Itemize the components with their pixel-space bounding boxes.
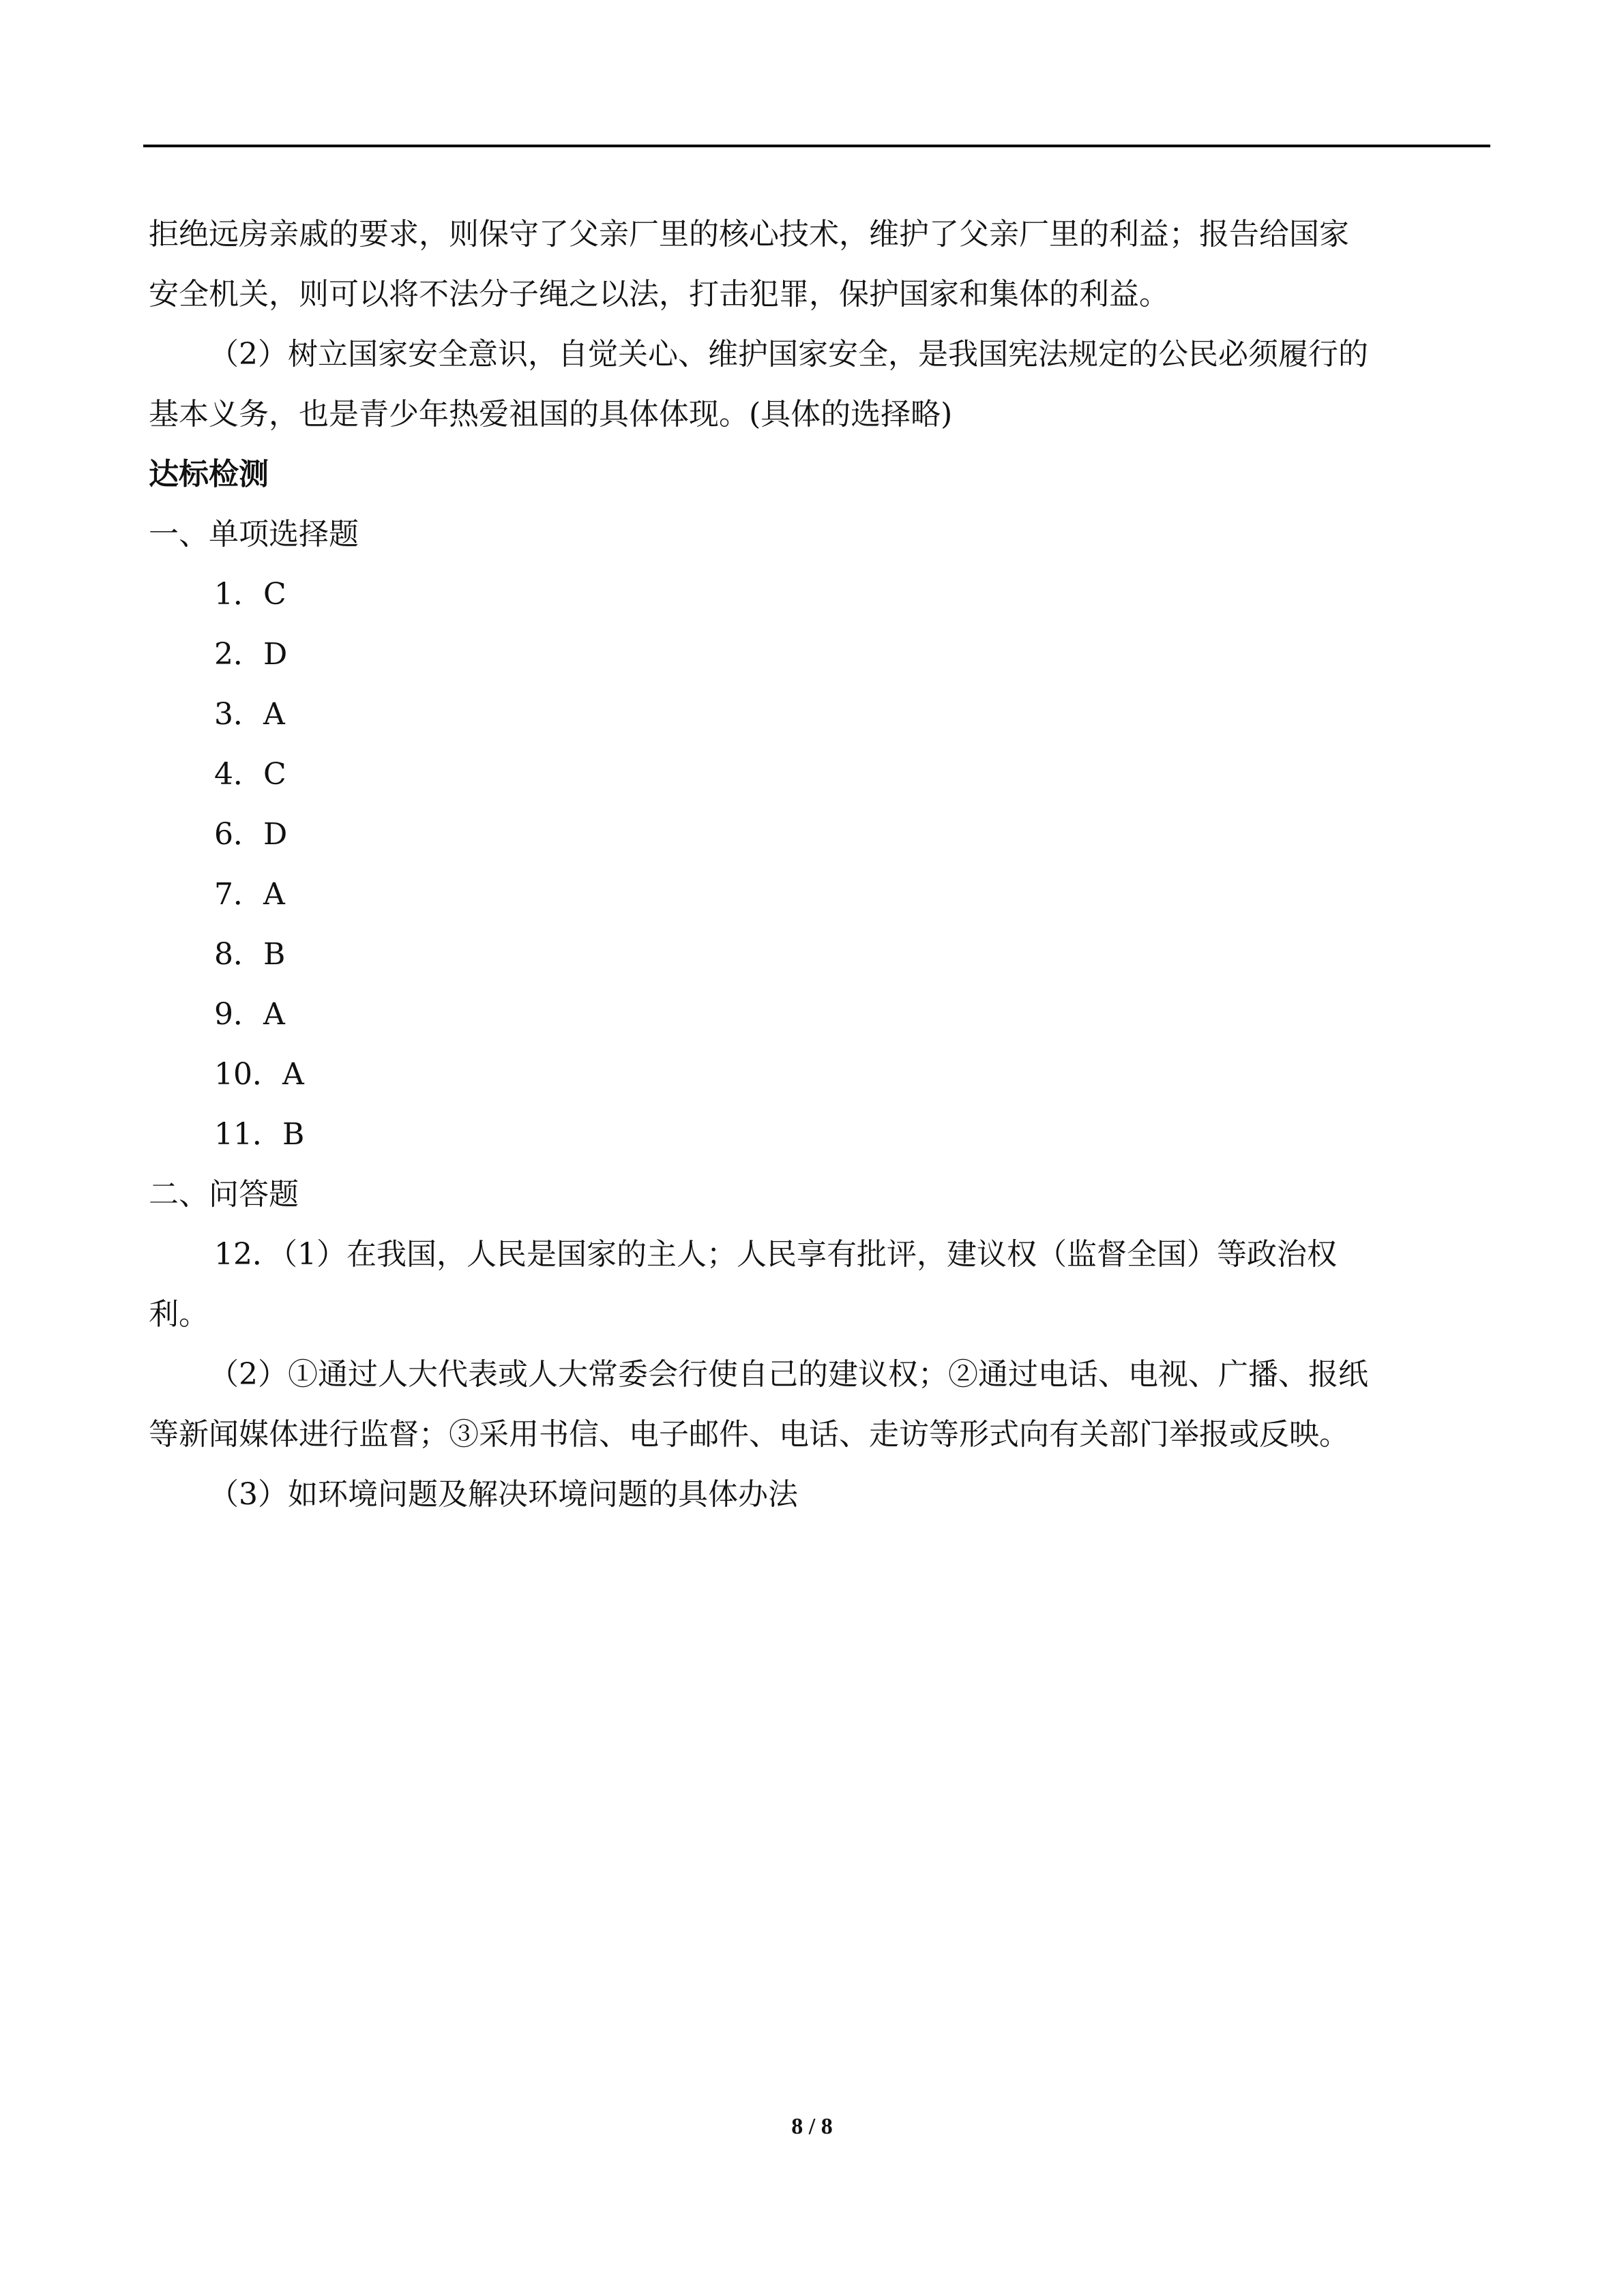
part2-heading: 二、问答题 — [149, 1177, 299, 1212]
document-body — [149, 205, 1486, 1525]
page-number: 8 / 8 — [791, 2114, 833, 2139]
answer-item: 1．C — [214, 577, 286, 612]
q12-part3: （3）如环境问题及解决环境问题的具体办法 — [209, 1477, 798, 1512]
section-title: 达标检测 — [149, 457, 269, 492]
q12-part2-line-1: （2）①通过人大代表或人大常委会行使自己的建议权；②通过电话、电视、广播、报纸 — [209, 1357, 1368, 1392]
answer-item: 11．B — [214, 1117, 305, 1152]
part1-heading: 一、单项选择题 — [149, 517, 359, 552]
para2-line-1: （2）树立国家安全意识，自觉关心、维护国家安全，是我国宪法规定的公民必须履行的 — [209, 337, 1368, 372]
q12-line-1: 12．（1）在我国，人民是国家的主人；人民享有批评，建议权（监督全国）等政治权 — [214, 1237, 1337, 1272]
answer-item: 7．A — [214, 877, 285, 912]
answer-item: 6．D — [214, 817, 288, 852]
q12-part2-line-2: 等新闻媒体进行监督；③采用书信、电子邮件、电话、走访等形式向有关部门举报或反映。 — [149, 1417, 1349, 1452]
header-rule — [143, 145, 1490, 147]
continuation-line-2: 安全机关，则可以将不法分子绳之以法，打击犯罪，保护国家和集体的利益。 — [149, 277, 1169, 312]
answer-item: 2．D — [214, 637, 288, 672]
answer-item: 9．A — [214, 997, 285, 1032]
para2-line-2: 基本义务，也是青少年热爱祖国的具体体现。(具体的选择略) — [149, 397, 953, 432]
answer-item: 10．A — [214, 1057, 304, 1092]
continuation-line-1: 拒绝远房亲戚的要求，则保守了父亲厂里的核心技术，维护了父亲厂里的利益；报告给国家 — [149, 217, 1349, 252]
answer-item: 3．A — [214, 697, 285, 732]
q12-line-2: 利。 — [149, 1297, 209, 1332]
answer-item: 8．B — [214, 937, 286, 972]
answer-item: 4．C — [214, 757, 286, 792]
answer-list — [149, 565, 1486, 1165]
